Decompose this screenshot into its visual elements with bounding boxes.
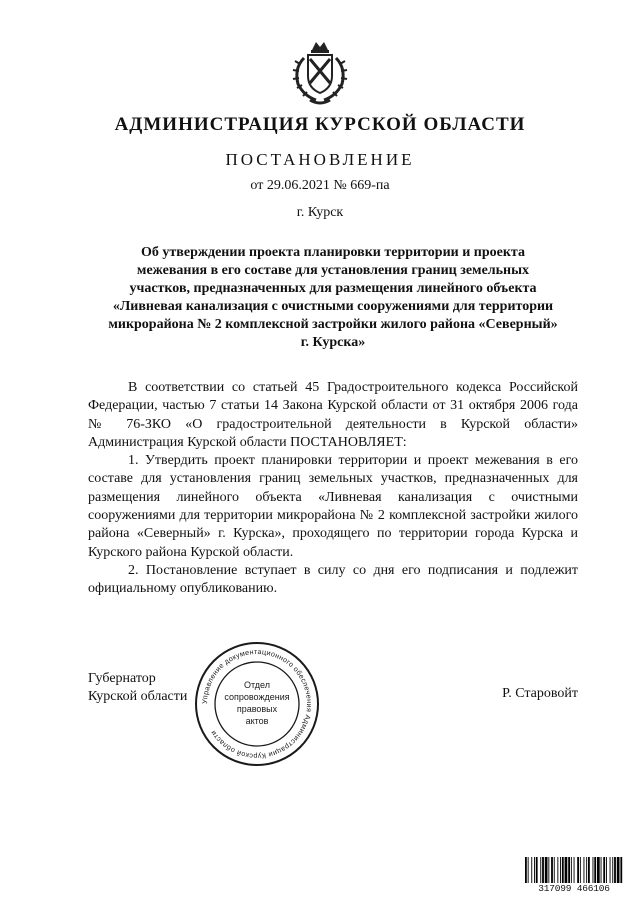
barcode-bar [612,857,613,884]
barcode-bar [617,857,620,884]
stamp-center-line: сопровождения [224,692,290,702]
body-paragraph-preamble: В соответствии со статьей 45 Градостроительного кодекса Российской Федерации, частью 7 статьи 14 Закона Курской области от 31 октября 2006 года № 76-ЗКО «О градостроительной деятельности в Курской области» Администрация Курской области ПОСТАНОВЛЯЕТ: [88,380,578,450]
stamp-ring-text: Управление документационного обеспечения Администрации Курской области [199,646,315,762]
stamp-center-line: правовых [236,704,278,714]
stamp-center-line: актов [245,716,269,726]
barcode-bar [586,857,587,884]
barcode-bar [571,857,572,884]
barcode-bar [557,857,558,884]
signatory-position-line: Курской области [88,689,188,704]
barcode-bar [580,857,581,884]
signatory-position [88,670,187,706]
barcode-bar [542,857,544,884]
document-title [88,244,578,352]
office-stamp [193,640,321,768]
document-date-number: от 29.06.2021 № 669-па [250,178,390,193]
title-line: г. Курска» [300,335,366,350]
barcode-bar [574,857,575,884]
title-line: Об утверждении проекта планировки территории и проекта [141,245,525,260]
title-line: «Ливневая канализация с очистными сооружениями для территории [112,299,554,314]
barcode-bar [606,857,607,884]
stamp-center-line: Отдел [243,680,271,690]
barcode-bar [603,857,605,884]
barcode-bar [620,857,622,884]
title-line: участков, предназначенных для размещения линейного объекта [129,281,537,296]
barcode-number: 317099 466106 [524,883,624,894]
barcode-bar [554,857,555,884]
barcode-bar [593,857,594,884]
barcode-bar [536,857,538,884]
barcode-bar [588,857,590,884]
barcode-bar [545,857,548,884]
document-type: ПОСТАНОВЛЕНИЕ [225,150,415,169]
barcode-bar [614,857,616,884]
barcode-bar [565,857,568,884]
barcode-bar [534,857,535,884]
signatory-name: Р. Старовойт [502,686,578,701]
title-line: микрорайона № 2 комплексной застройки жилого района «Северный» [108,317,558,332]
body-paragraph-item-1: 1. Утвердить проект планировки территории и проект межевания в его составе для установления границ земельных участков, предназначенных для размещения линейного объекта «Ливневая канализация с очистными сооружениями для территории микрорайона № 2 комплексной застройки жилого района «Северный» г. Курска», проходящего по территории города Курска и Курского района Курской области. [88,453,578,560]
barcode-bar [597,857,600,884]
barcode-bar [551,857,553,884]
barcode-bar [548,857,549,884]
signatory-position-line: Губернатор [88,671,156,686]
title-line: межевания в его составе для установления границ земельных [136,263,530,278]
document-body [88,379,578,599]
coat-of-arms-emblem [290,38,350,108]
barcode-bar [562,857,564,884]
organization-name: АДМИНИСТРАЦИЯ КУРСКОЙ ОБЛАСТИ [114,114,526,135]
barcode-bar [584,857,585,884]
barcode-bar [594,857,596,884]
barcode-bar [531,857,532,884]
barcode-bar [568,857,570,884]
barcode-bar [577,857,579,884]
barcode-bar [525,857,527,884]
body-paragraph-item-2: 2. Постановление вступает в силу со дня его подписания и подлежит официальному опубликованию. [88,562,578,597]
barcode-bar [528,857,529,884]
document-city: г. Курск [296,205,344,220]
barcode-bar [540,857,541,884]
barcode-bar [560,857,561,884]
barcode-bar [601,857,602,884]
barcode-bar [610,857,611,884]
